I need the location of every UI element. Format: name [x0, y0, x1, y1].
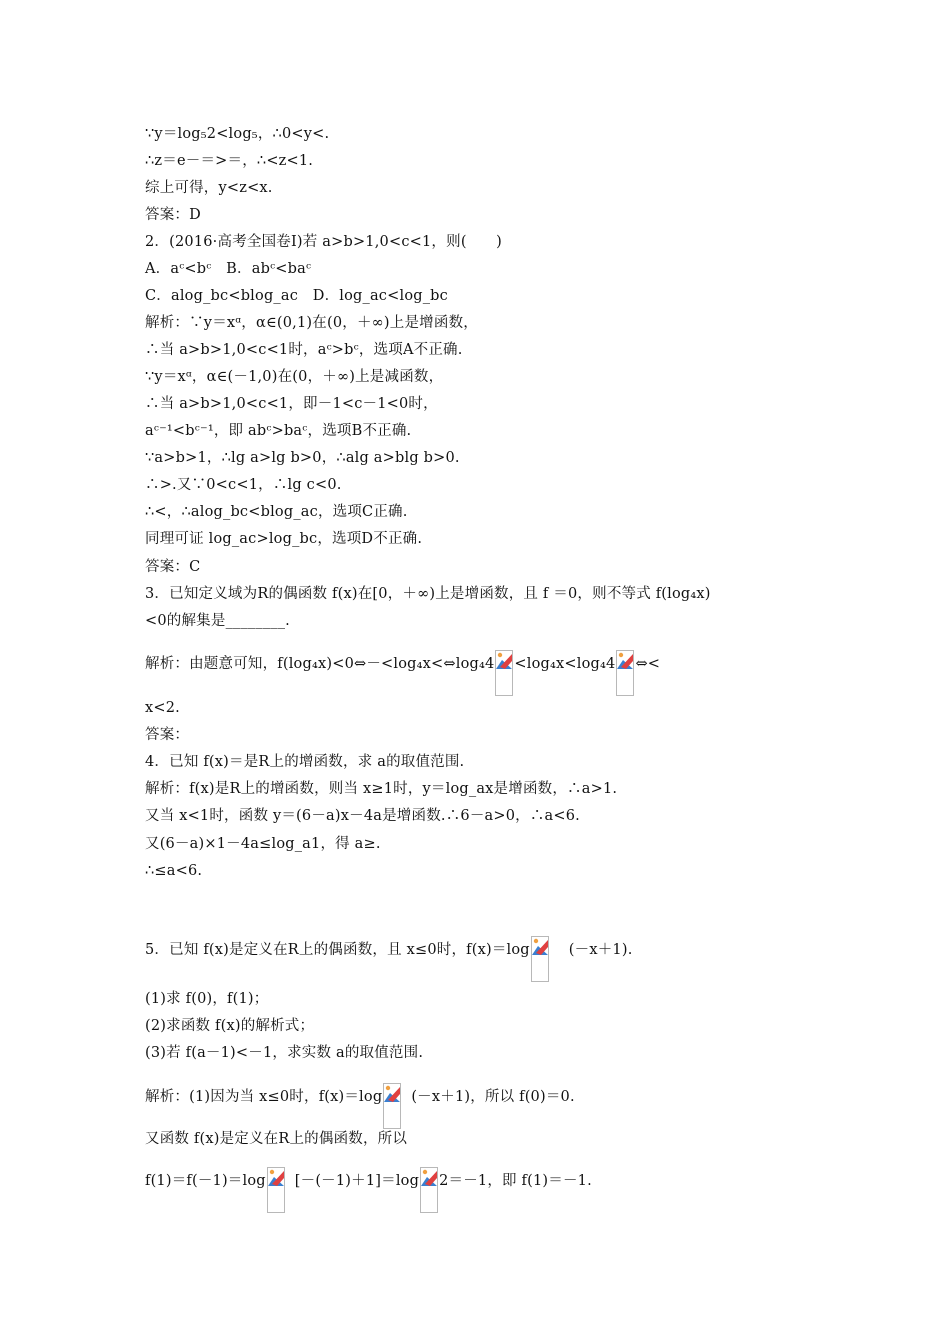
question-5: [145, 936, 633, 982]
solution-3-line-2: x<2.: [145, 700, 180, 716]
solution-2-line-5: aᶜ⁻¹<bᶜ⁻¹，即 abᶜ>baᶜ，选项B不正确.: [145, 423, 412, 439]
solution-3-text-b: <log₄x<log₄4: [514, 656, 616, 672]
broken-image-icon: [383, 1083, 401, 1129]
solution-5-line-3: [145, 1167, 592, 1213]
solution-2-line-1: 解析：∵y＝xᵅ，α∈(0,1)在(0，＋∞)上是增函数，: [145, 315, 478, 331]
question-5-part-3: (3)若 f(a－1)<－1，求实数 a的取值范围.: [145, 1045, 424, 1061]
answer-2: 答案：C: [145, 559, 201, 575]
solution-4-line-2: 又当 x<1时，函数 y＝(6－a)x－4a是增函数.∴6－a>0，∴a<6.: [145, 808, 580, 824]
solution-5-text-a: 解析：(1)因为当 x≤0时，f(x)＝log: [145, 1089, 383, 1105]
option-cd: C．alog_bc<blog_ac D．log_ac<log_bc: [145, 288, 448, 304]
solution-4-line-4: ∴≤a<6.: [145, 863, 203, 879]
solution-2-line-2: ∴当 a>b>1,0<c<1时，aᶜ>bᶜ，选项A不正确.: [145, 342, 463, 358]
question-3: 3．已知定义域为R的偶函数 f(x)在[0，＋∞)上是增函数，且 f ＝0，则不等式 f(log₄x): [145, 586, 711, 602]
broken-image-icon: [267, 1167, 285, 1213]
question-5-text-b: (－x＋1).: [568, 942, 633, 958]
solution-2-line-4: ∴当 a>b>1,0<c<1，即－1<c－1<0时，: [145, 396, 438, 412]
broken-image-icon: [420, 1167, 438, 1213]
question-2: 2．(2016·高考全国卷Ⅰ)若 a>b>1,0<c<1，则( ): [145, 234, 502, 250]
solution-2-line-8: ∴<，∴alog_bc<blog_ac，选项C正确.: [145, 504, 408, 520]
solution-4-line-1: 解析：f(x)是R上的增函数，则当 x≥1时，y＝log_ax是增函数，∴a>1.: [145, 781, 618, 797]
answer-3: 答案：: [145, 727, 190, 743]
solution-3-line-1: [145, 650, 660, 696]
question-5-text-a: 5．已知 f(x)是定义在R上的偶函数，且 x≤0时，f(x)＝log: [145, 942, 530, 958]
solution-2-line-9: 同理可证 log_ac>log_bc，选项D不正确.: [145, 531, 423, 547]
solution-5-text-e: 2＝－1，即 f(1)＝－1.: [439, 1173, 592, 1189]
line-1: ∵y＝log₅2<log₅，∴0<y<.: [145, 126, 330, 142]
broken-image-icon: [616, 650, 634, 696]
solution-2-line-3: ∵y＝xᵅ，α∈(－1,0)在(0，＋∞)上是减函数，: [145, 369, 444, 385]
broken-image-icon: [531, 936, 549, 982]
solution-4-line-3: 又(6－a)×1－4a≤log_a1，得 a≥.: [145, 836, 381, 852]
solution-3-text-c: ⇔<: [635, 656, 661, 672]
solution-2-line-6: ∵a>b>1，∴lg a>lg b>0，∴alg a>blg b>0.: [145, 450, 460, 466]
question-4: 4．已知 f(x)＝是R上的增函数，求 a的取值范围.: [145, 754, 465, 770]
solution-3-text-a: 解析：由题意可知，f(log₄x)<0⇔－<log₄x<⇔log₄4: [145, 656, 495, 672]
line-3: 综上可得，y<z<x.: [145, 180, 273, 196]
answer-1: 答案：D: [145, 207, 201, 223]
question-5-part-1: (1)求 f(0)，f(1)；: [145, 991, 269, 1007]
question-5-part-2: (2)求函数 f(x)的解析式；: [145, 1018, 315, 1034]
solution-2-line-7: ∴>.又∵0<c<1，∴lg c<0.: [145, 477, 342, 493]
solution-5-line-2: 又函数 f(x)是定义在R上的偶函数，所以: [145, 1131, 408, 1147]
solution-5-text-d: [－(－1)＋1]＝log: [294, 1173, 420, 1189]
broken-image-icon: [495, 650, 513, 696]
solution-5-line-1: [145, 1083, 575, 1129]
question-3-cont: <0的解集是________.: [145, 613, 290, 629]
line-2: ∴z＝e－＝>＝，∴<z<1.: [145, 153, 314, 169]
solution-5-text-c: f(1)＝f(－1)＝log: [145, 1173, 266, 1189]
option-ab: A．aᶜ<bᶜ B．abᶜ<baᶜ: [145, 261, 312, 277]
solution-5-text-b: (－x＋1)，所以 f(0)＝0.: [411, 1089, 575, 1105]
